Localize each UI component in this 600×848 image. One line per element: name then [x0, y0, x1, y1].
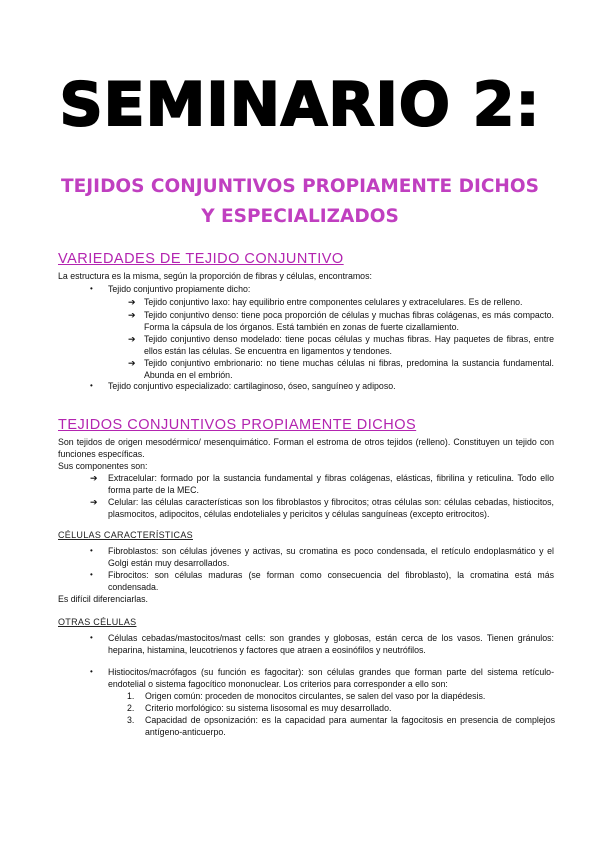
section1-arrow-4: Tejido conjuntivo embrionario: no tiene muchas células ni fibras, predomina la sustancia fundamental. Abunda en el embrión.	[144, 358, 554, 380]
section4-item-3: Capacidad de opsonización: es la capacidad para aumentar la fagocitosis en presencia de complejos antígeno-anticuerpo.	[145, 715, 555, 737]
list-number: 1.	[127, 691, 135, 701]
section3-note: Es difícil diferenciarlas.	[58, 594, 148, 604]
section-heading-caracteristicas: CÉLULAS CARACTERÍSTICAS	[58, 530, 193, 540]
arrow-icon: ➔	[128, 358, 136, 368]
list-number: 3.	[127, 715, 135, 725]
bullet-icon: •	[90, 633, 93, 642]
page-subtitle: TEJIDOS CONJUNTIVOS PROPIAMENTE DICHOS Y ESPECIALIZADOS	[61, 176, 539, 227]
section1-arrow-1: Tejido conjuntivo laxo: hay equilibrio entre componentes celulares y extracelulares. Es de relleno.	[144, 297, 523, 307]
section2-arrow-2: Celular: las células características son los fibroblastos y fibrocitos; otras células son: células cebadas, histiocitos, plasmocitos, adipocitos, células endoteliales y pericitos y células sanguíneas (excepto eritrocitos).	[108, 497, 554, 519]
section4-bullet-2: Histiocitos/macrófagos (su función es fagocitar): son células grandes que forman parte del sistema retículo-endotelial o sistema fagocítico mononuclear. Los criterios para corresponder a ello son:	[108, 667, 554, 689]
section1-arrow-3: Tejido conjuntivo denso modelado: tiene pocas células y muchas fibras. Hay paquetes de fibras, entre ellos están las células. Se encuentra en ligamentos y tendones.	[144, 334, 554, 356]
section2-intro: Son tejidos de origen mesodérmico/ mesenquimático. Forman el estroma de otros tejidos (relleno). Constituyen un tejido con funciones específicas.	[58, 437, 554, 459]
section1-arrow-2: Tejido conjuntivo denso: tiene poca proporción de células y muchas fibras colágenas, es más compacto. Forma la cápsula de los órganos. Está también en zonas de fuerte cizallamiento.	[144, 310, 554, 332]
bullet-icon: •	[90, 667, 93, 676]
section-heading-propiamente: TEJIDOS CONJUNTIVOS PROPIAMENTE DICHOS	[58, 417, 417, 433]
bullet-icon: •	[90, 570, 93, 579]
section2-components: Sus componentes son:	[58, 461, 148, 471]
section3-bullet-1: Fibroblastos: son células jóvenes y activas, su cromatina es poco condensada, el retículo endoplasmático y el Golgi están muy desarrollados.	[108, 546, 554, 568]
section4-item-2: Criterio morfológico: su sistema lisosomal es muy desarrollado.	[145, 703, 392, 713]
section1-intro: La estructura es la misma, según la proporción de fibras y células, encontramos:	[58, 271, 372, 281]
arrow-icon: ➔	[90, 497, 98, 507]
section1-bullet-1: Tejido conjuntivo propiamente dicho:	[108, 284, 251, 294]
bullet-icon: •	[90, 284, 93, 293]
arrow-icon: ➔	[128, 310, 136, 320]
arrow-icon: ➔	[128, 297, 136, 307]
section4-bullet-1: Células cebadas/mastocitos/mast cells: son grandes y globosas, están cerca de los vasos. Tienen gránulos: heparina, histamina, leucotrienos y factores que atraen a eosinófilos y neutrófilos.	[108, 633, 554, 655]
arrow-icon: ➔	[128, 334, 136, 344]
page-title: SEMINARIO 2:	[59, 70, 541, 140]
section-heading-variedades: VARIEDADES DE TEJIDO CONJUNTIVO	[58, 251, 344, 267]
bullet-icon: •	[90, 546, 93, 555]
bullet-icon: •	[90, 381, 93, 390]
section2-arrow-1: Extracelular: formado por la sustancia fundamental y fibras colágenas, elásticas, fibrilina y reticulina. Todo ello forma parte de la MEC.	[108, 473, 554, 495]
section-heading-otras: OTRAS CÉLULAS	[58, 617, 137, 627]
list-number: 2.	[127, 703, 135, 713]
section4-item-1: Origen común: proceden de monocitos circulantes, se salen del vaso por la diapédesis.	[145, 691, 486, 701]
arrow-icon: ➔	[90, 473, 98, 483]
section1-bullet-2: Tejido conjuntivo especializado: cartilaginoso, óseo, sanguíneo y adiposo.	[108, 381, 396, 391]
section3-bullet-2: Fibrocitos: son células maduras (se forman como consecuencia del fibroblasto), la cromatina está más condensada.	[108, 570, 554, 592]
